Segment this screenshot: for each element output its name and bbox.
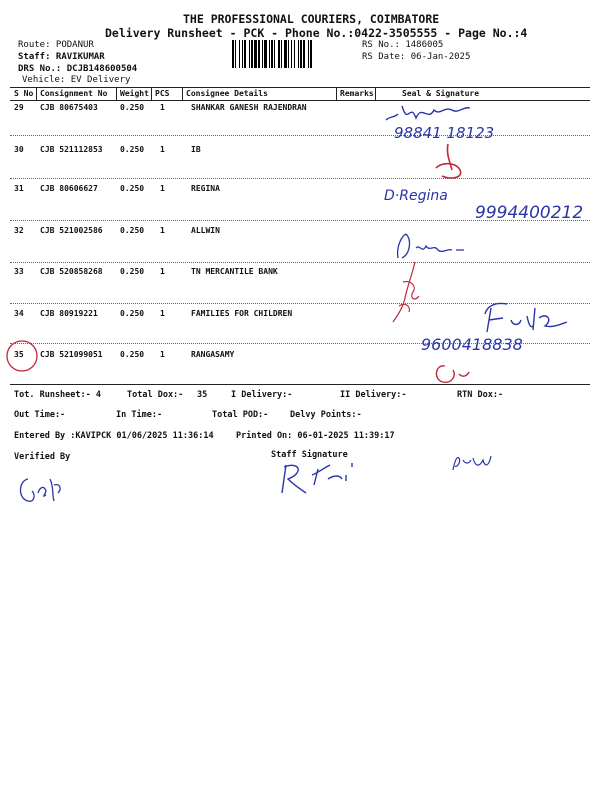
vehicle-label: Vehicle: EV Delivery xyxy=(22,75,131,85)
row-consignment: CJB 521112853 xyxy=(40,145,103,154)
total-dox-value: 35 xyxy=(197,390,208,400)
staff-label: Staff: RAVIKUMAR xyxy=(18,52,105,62)
row-weight: 0.250 xyxy=(120,350,145,359)
row-sno: 29 xyxy=(14,103,24,112)
signature-row-29 xyxy=(380,96,520,146)
row-weight: 0.250 xyxy=(120,226,145,235)
row-consignee: FAMILIES FOR CHILDREN xyxy=(191,309,293,318)
row-consignment: CJB 80919221 xyxy=(40,309,98,318)
entered-by: Entered By :KAVIPCK 01/06/2025 11:36:14 xyxy=(14,431,214,441)
col-consignee: Consignee Details xyxy=(186,89,268,98)
row-consignment: CJB 80606627 xyxy=(40,184,98,193)
row-weight: 0.250 xyxy=(120,309,145,318)
supervisor-signature xyxy=(445,448,505,478)
row-weight: 0.250 xyxy=(120,267,145,276)
row-consignment: CJB 520858268 xyxy=(40,267,103,276)
rs-date: RS Date: 06-Jan-2025 xyxy=(362,52,471,62)
row-consignee: ALLWIN xyxy=(191,226,220,235)
row-consignee: TN MERCANTILE BANK xyxy=(191,267,278,276)
col-consignment: Consignment No xyxy=(40,89,108,98)
barcode xyxy=(232,40,352,68)
row-pcs: 1 xyxy=(160,309,165,318)
total-pod: Total POD:- xyxy=(212,410,269,420)
handwritten-phone-1: 98841 18123 xyxy=(394,124,495,142)
row-sno: 30 xyxy=(14,145,24,154)
signature-row-34 xyxy=(415,298,585,356)
row-weight: 0.250 xyxy=(120,145,145,154)
col-pcs: PCS xyxy=(155,89,170,98)
handwritten-phone-2: 9994400212 xyxy=(475,203,584,223)
company-name: THE PROFESSIONAL COURIERS, COIMBATORE xyxy=(183,12,440,26)
row-consignee: SHANKAR GANESH RAJENDRAN xyxy=(191,103,307,112)
ii-delivery: II Delivery:- xyxy=(340,390,407,400)
red-circle-sno-35 xyxy=(4,338,40,374)
i-delivery: I Delivery:- xyxy=(231,390,293,400)
col-sno: S No xyxy=(14,89,34,98)
handwritten-regina: D·Regina xyxy=(384,188,448,204)
runsheet-title: Delivery Runsheet - PCK - Phone No.:0422-3505555 - Page No.:4 xyxy=(105,26,528,40)
row-weight: 0.250 xyxy=(120,184,145,193)
row-consignment: CJB 521002586 xyxy=(40,226,103,235)
divider xyxy=(336,88,337,100)
in-time: In Time:- xyxy=(116,410,163,420)
row-sno: 33 xyxy=(14,267,24,276)
out-time: Out Time:- xyxy=(14,410,66,420)
row-consignee: IB xyxy=(191,145,201,154)
row-consignment: CJB 80675403 xyxy=(40,103,98,112)
divider xyxy=(182,88,183,100)
row-pcs: 1 xyxy=(160,267,165,276)
col-remarks: Remarks xyxy=(340,89,374,98)
rs-number: RS No.: 1486005 xyxy=(362,40,444,50)
row-divider xyxy=(10,262,590,263)
row-weight: 0.250 xyxy=(120,103,145,112)
delvy-points: Delvy Points:- xyxy=(290,410,362,420)
total-dox-label: Total Dox:- xyxy=(127,390,184,400)
divider xyxy=(36,88,37,100)
signature-row-31 xyxy=(380,178,595,226)
staff-signature xyxy=(272,455,382,500)
staff-signature-label: Staff Signature xyxy=(271,450,348,460)
row-consignee: RANGASAMY xyxy=(191,350,235,359)
row-consignment: CJB 521099051 xyxy=(40,350,103,359)
row-sno: 32 xyxy=(14,226,24,235)
row-pcs: 1 xyxy=(160,184,165,193)
verified-by: Verified By xyxy=(14,452,71,462)
tot-runsheet: Tot. Runsheet:- 4 xyxy=(14,390,101,400)
divider xyxy=(375,88,376,100)
col-seal: Seal & Signature xyxy=(402,89,480,98)
divider xyxy=(151,88,152,100)
printed-on: Printed On: 06-01-2025 11:39:17 xyxy=(236,431,395,441)
rtn-dox: RTN Dox:- xyxy=(457,390,504,400)
drs-number: DRS No.: DCJB148600504 xyxy=(18,64,138,74)
row-pcs: 1 xyxy=(160,145,165,154)
row-pcs: 1 xyxy=(160,103,165,112)
row-sno: 34 xyxy=(14,309,24,318)
handwritten-phone-3: 9600418838 xyxy=(421,335,523,354)
row-sno: 35 xyxy=(14,350,24,359)
red-mark-row-35 xyxy=(425,352,475,388)
divider xyxy=(116,88,117,100)
table-bottom-border xyxy=(10,384,590,385)
barcode-gap xyxy=(312,40,313,68)
route-label: Route: PODANUR xyxy=(18,40,94,50)
row-sno: 31 xyxy=(14,184,24,193)
row-pcs: 1 xyxy=(160,350,165,359)
verified-by-signature xyxy=(14,465,74,513)
row-pcs: 1 xyxy=(160,226,165,235)
row-consignee: REGINA xyxy=(191,184,220,193)
col-weight: Weight xyxy=(120,89,149,98)
